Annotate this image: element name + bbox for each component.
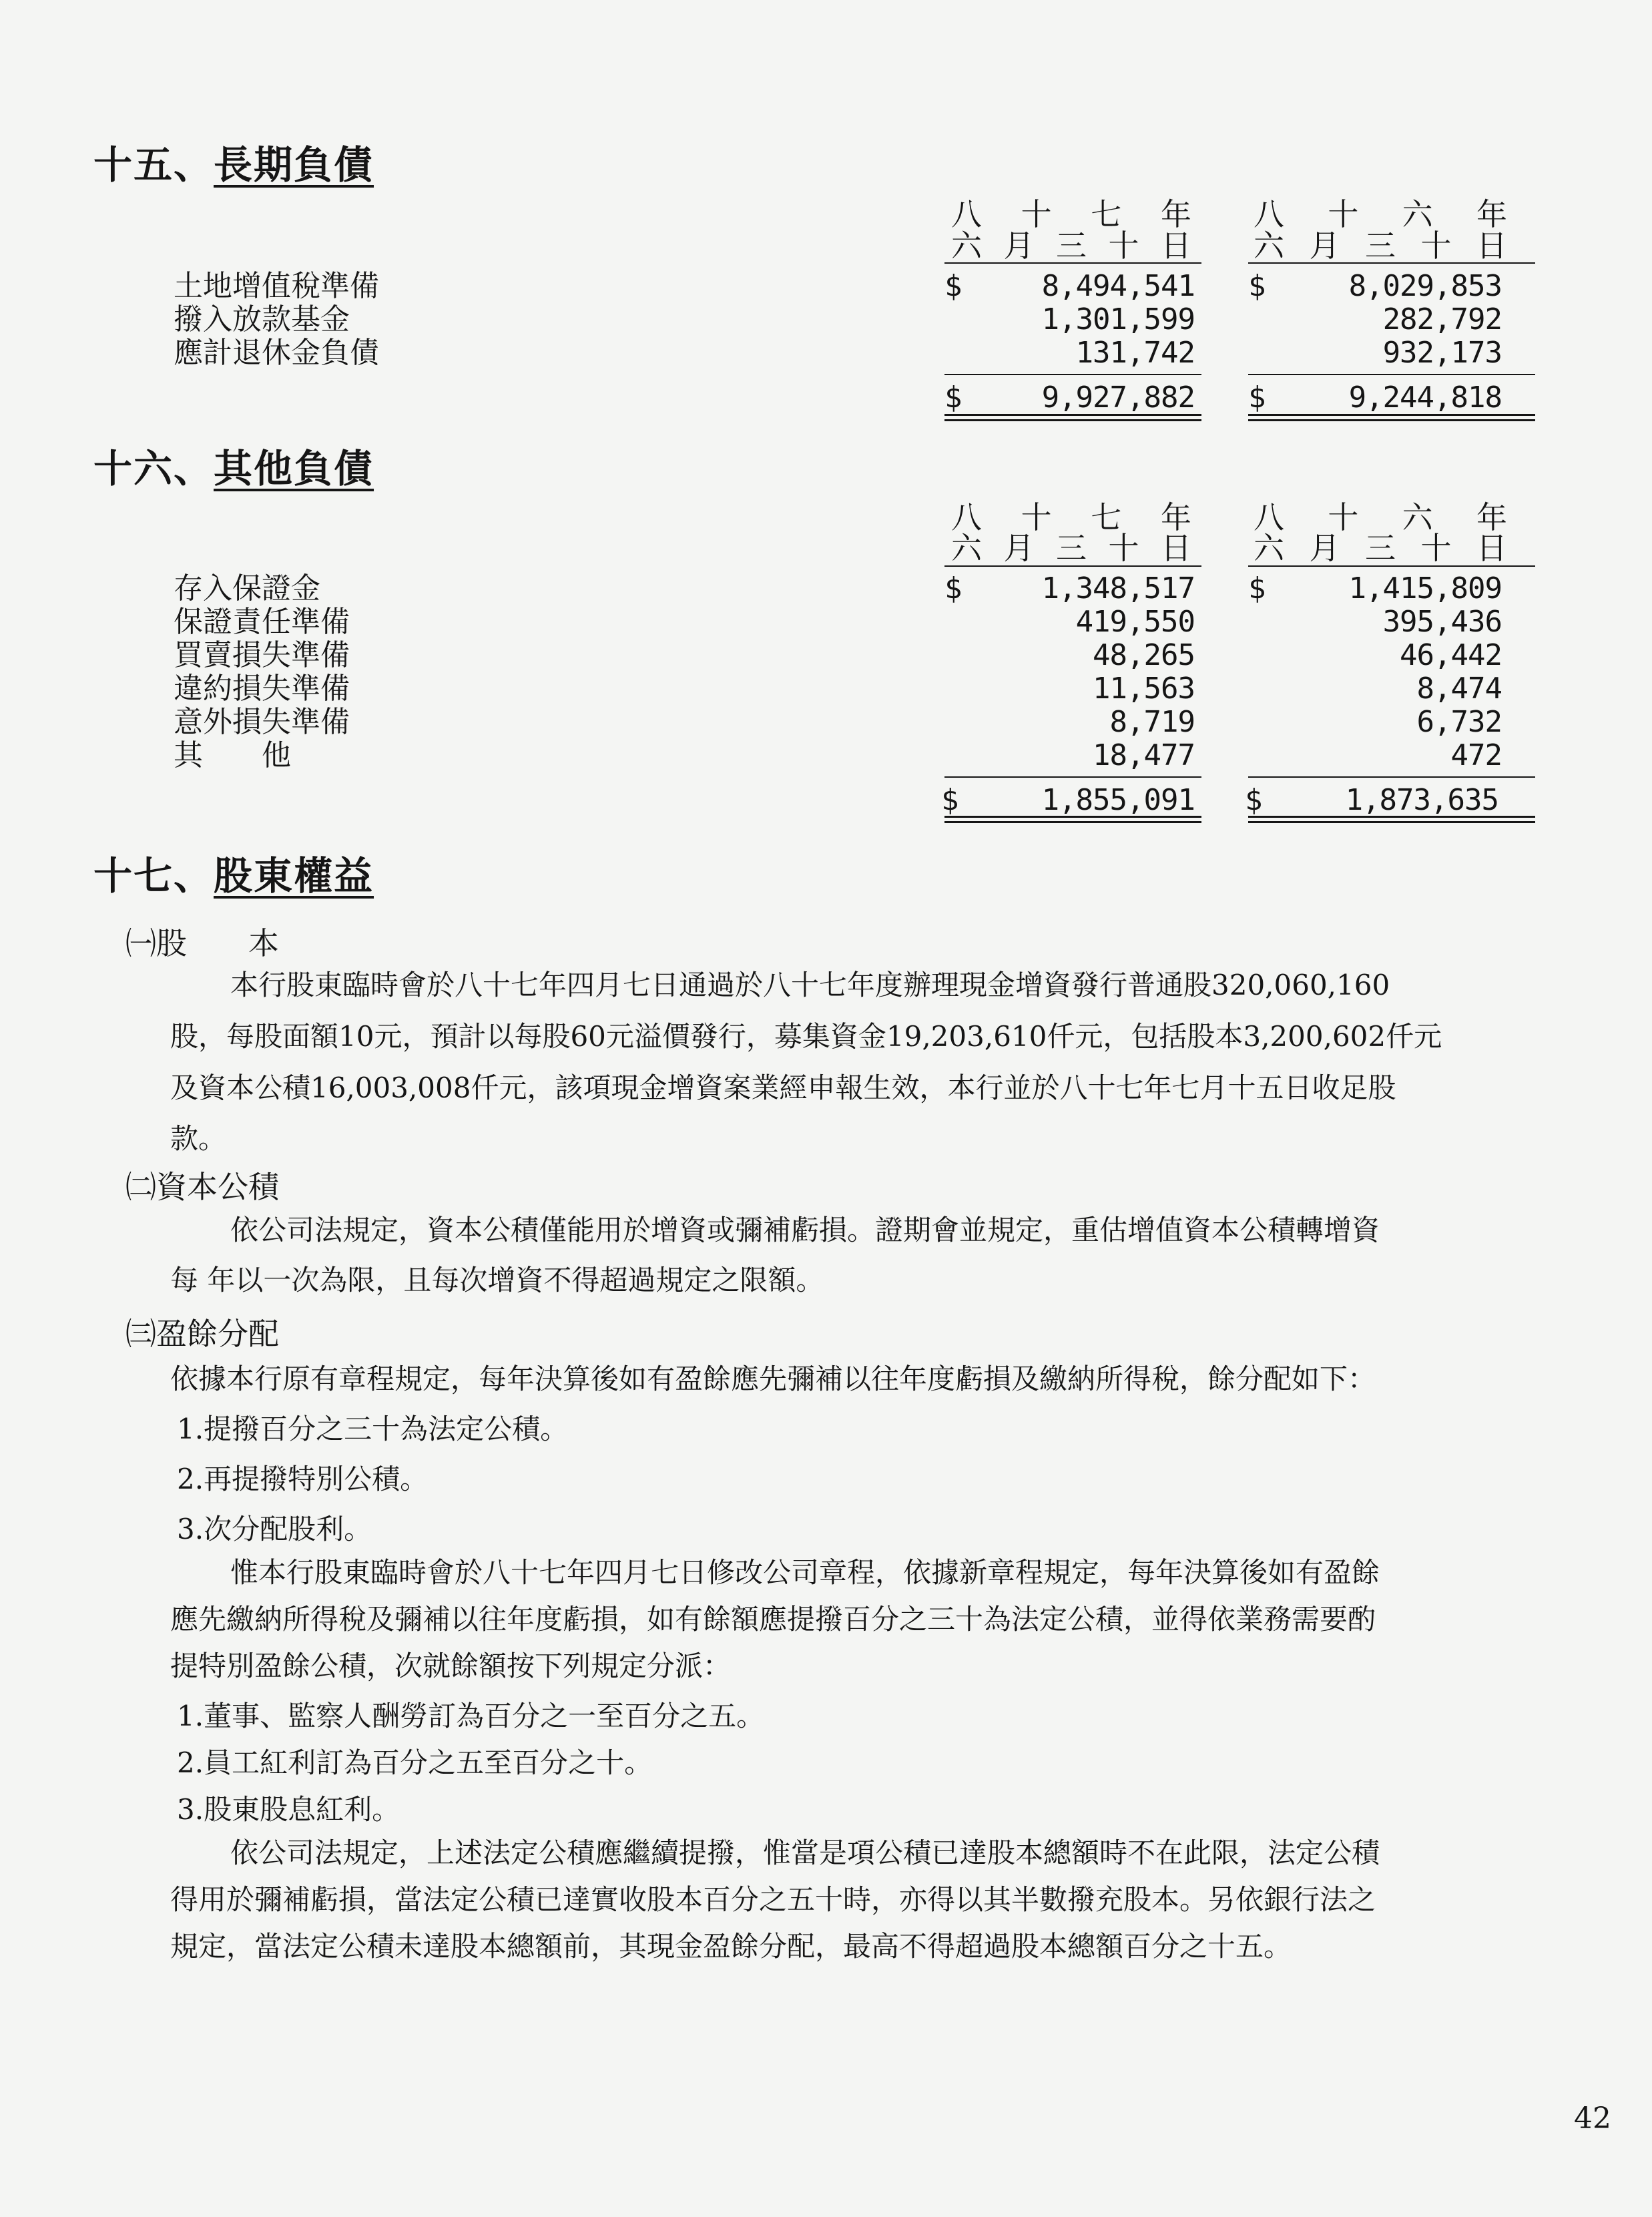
sub2-line: 每 年以一次為限，且每次增資不得超過規定之限額。 xyxy=(170,1264,824,1296)
section-16-heading: 其他負債 xyxy=(214,446,374,491)
sec16-row-value-1998: 419,550 xyxy=(1075,605,1195,639)
sec16-row-value-1997: 395,436 xyxy=(1382,605,1502,639)
section-15-prefix: 十五、 xyxy=(93,142,214,188)
sec16-row-dollar: $ xyxy=(944,571,962,605)
sec15-col1-double-rule-bottom xyxy=(944,419,1201,421)
sub3-line: 提特別盈餘公積，次就餘額按下列規定分派： xyxy=(170,1650,732,1682)
sub2-line: 依公司法規定，資本公積僅能用於增資或彌補虧損。證期會並規定，重估增值資本公積轉增資 xyxy=(230,1214,1380,1246)
sec15-col2-subtotal-rule xyxy=(1248,374,1535,375)
sec15-col2-head-rule xyxy=(1248,262,1535,264)
sec15-col1-head-rule xyxy=(944,262,1201,264)
sub3-list-item: 1.董事、監察人酬勞訂為百分之一至百分之五。 xyxy=(177,1700,765,1732)
sec15-col2-double-rule-top xyxy=(1248,414,1535,416)
sec16-col2-double-rule-bottom xyxy=(1248,821,1535,823)
sub3-line: 依公司法規定，上述法定公積應繼續提撥，惟當是項公積已達股本總額時不在此限，法定公積 xyxy=(230,1836,1380,1869)
sec15-col1-double-rule-top xyxy=(944,414,1201,416)
sec15-row-value-1997: 282,792 xyxy=(1382,302,1502,336)
sec15-row-value-1997: 8,029,853 xyxy=(1348,269,1502,303)
section-17-heading: 股東權益 xyxy=(214,853,374,899)
sec15-total-dollar: $ xyxy=(944,381,962,415)
sec15-col2-head-line1: 八 十 六 年 xyxy=(1254,196,1507,232)
sec15-col2-head-line2: 六 月 三 十 日 xyxy=(1254,228,1507,264)
sec15-total-1998: 9,927,882 xyxy=(1041,381,1195,415)
sec16-total-dollar: $ xyxy=(941,783,959,817)
sec16-row-value-1997: 472 xyxy=(1450,738,1502,772)
sec16-col1-head-line2: 六 月 三 十 日 xyxy=(951,530,1191,566)
sec16-row-value-1997: 8,474 xyxy=(1416,672,1502,706)
sec15-row-value-1998: 131,742 xyxy=(1075,336,1195,370)
sec16-col1-head-rule xyxy=(944,565,1201,567)
sec15-row-dollar: $ xyxy=(944,269,962,303)
sub1-line: 股，每股面額10元，預計以每股60元溢價發行，募集資金19,203,610仟元，包括股本3,200,602仟元 xyxy=(170,1020,1442,1053)
sec16-row-label: 保證責任準備 xyxy=(174,605,350,639)
sub3-list-item: 3.股東股息紅利。 xyxy=(177,1793,400,1826)
sec16-total-dollar: $ xyxy=(1245,783,1263,817)
sub2-heading: ㈡資本公積 xyxy=(125,1169,279,1205)
sec15-row-dollar: $ xyxy=(1248,269,1266,303)
sec16-total-1997: 1,873,635 xyxy=(1345,783,1498,817)
sec15-row-label: 土地增值稅準備 xyxy=(174,269,379,303)
sec16-row-label: 意外損失準備 xyxy=(174,705,350,739)
sec16-row-value-1998: 11,563 xyxy=(1093,672,1195,706)
sec16-row-label: 違約損失準備 xyxy=(174,672,350,706)
sec15-row-value-1998: 8,494,541 xyxy=(1041,269,1195,303)
sec16-col2-head-line1: 八 十 六 年 xyxy=(1254,499,1507,535)
sec16-row-label: 存入保證金 xyxy=(174,571,320,605)
sec15-col2-double-rule-bottom xyxy=(1248,419,1535,421)
sec15-col1-head-line1: 八 十 七 年 xyxy=(951,196,1191,232)
section-15-title xyxy=(93,134,374,190)
sub3-line: 應先繳納所得稅及彌補以往年度虧損，如有餘額應提撥百分之三十為法定公積，並得依業務需要酌 xyxy=(170,1603,1376,1636)
sub3-heading: ㈢盈餘分配 xyxy=(125,1316,279,1352)
section-17-title xyxy=(93,844,374,901)
sec16-row-value-1997: 1,415,809 xyxy=(1348,571,1502,605)
sec15-total-1997: 9,244,818 xyxy=(1348,381,1502,415)
sec16-col2-head-rule xyxy=(1248,565,1535,567)
sec15-total-dollar: $ xyxy=(1248,381,1266,415)
sec16-row-value-1998: 18,477 xyxy=(1093,738,1195,772)
section-16-title xyxy=(93,437,374,493)
sec15-row-label: 應計退休金負債 xyxy=(174,336,379,370)
sub1-heading: ㈠股 本 xyxy=(125,925,279,961)
sub3-line: 得用於彌補虧損，當法定公積已達實收股本百分之五十時，亦得以其半數撥充股本。另依銀行法之 xyxy=(170,1883,1376,1916)
sec16-col1-double-rule-bottom xyxy=(944,821,1201,823)
section-15-heading: 長期負債 xyxy=(214,142,374,188)
sec16-row-dollar: $ xyxy=(1248,571,1266,605)
sec16-col2-subtotal-rule xyxy=(1248,776,1535,778)
sec16-row-label: 其 他 xyxy=(174,738,291,772)
sec16-row-value-1998: 8,719 xyxy=(1109,705,1195,739)
page-number: 42 xyxy=(1574,2102,1611,2136)
sec16-col1-double-rule-top xyxy=(944,816,1201,818)
sec16-col2-double-rule-top xyxy=(1248,816,1535,818)
sec16-row-label: 買賣損失準備 xyxy=(174,638,350,672)
sec16-col1-subtotal-rule xyxy=(944,776,1201,778)
sec15-col1-head-line2: 六 月 三 十 日 xyxy=(951,228,1191,264)
sub1-line: 及資本公積16,003,008仟元，該項現金增資案業經申報生效，本行並於八十七年七月十五日收足股 xyxy=(170,1071,1396,1104)
sec16-row-value-1997: 6,732 xyxy=(1416,705,1502,739)
sec15-row-value-1998: 1,301,599 xyxy=(1041,302,1195,336)
section-16-prefix: 十六、 xyxy=(93,446,214,491)
sec16-row-value-1998: 1,348,517 xyxy=(1041,571,1195,605)
sub3-list-item: 2.員工紅利訂為百分之五至百分之十。 xyxy=(177,1746,653,1779)
sec15-row-value-1997: 932,173 xyxy=(1382,336,1502,370)
sub3-list-item: 2.再提撥特別公積。 xyxy=(177,1463,429,1495)
sec16-total-1998: 1,855,091 xyxy=(1041,783,1195,817)
sub1-line: 本行股東臨時會於八十七年四月七日通過於八十七年度辦理現金增資發行普通股320,060,160 xyxy=(230,969,1390,1001)
sec16-col1-head-line1: 八 十 七 年 xyxy=(951,499,1191,535)
sec16-row-value-1998: 48,265 xyxy=(1093,638,1195,672)
section-17-prefix: 十七、 xyxy=(93,853,214,899)
sub3-line: 規定，當法定公積未達股本總額前，其現金盈餘分配，最高不得超過股本總額百分之十五。 xyxy=(170,1930,1292,1963)
sub1-line: 款。 xyxy=(170,1122,227,1155)
sub3-list-item: 1.提撥百分之三十為法定公積。 xyxy=(177,1413,569,1445)
sub3-line: 惟本行股東臨時會於八十七年四月七日修改公司章程，依據新章程規定，每年決算後如有盈餘 xyxy=(230,1556,1380,1589)
sec16-row-value-1997: 46,442 xyxy=(1400,638,1502,672)
sub3-line: 依據本行原有章程規定，每年決算後如有盈餘應先彌補以往年度虧損及繳納所得稅，餘分配如下： xyxy=(170,1363,1376,1395)
sec15-col1-subtotal-rule xyxy=(944,374,1201,375)
sub3-list-item: 3.次分配股利。 xyxy=(177,1513,372,1545)
sec16-col2-head-line2: 六 月 三 十 日 xyxy=(1254,530,1507,566)
sec15-row-label: 撥入放款基金 xyxy=(174,302,350,336)
